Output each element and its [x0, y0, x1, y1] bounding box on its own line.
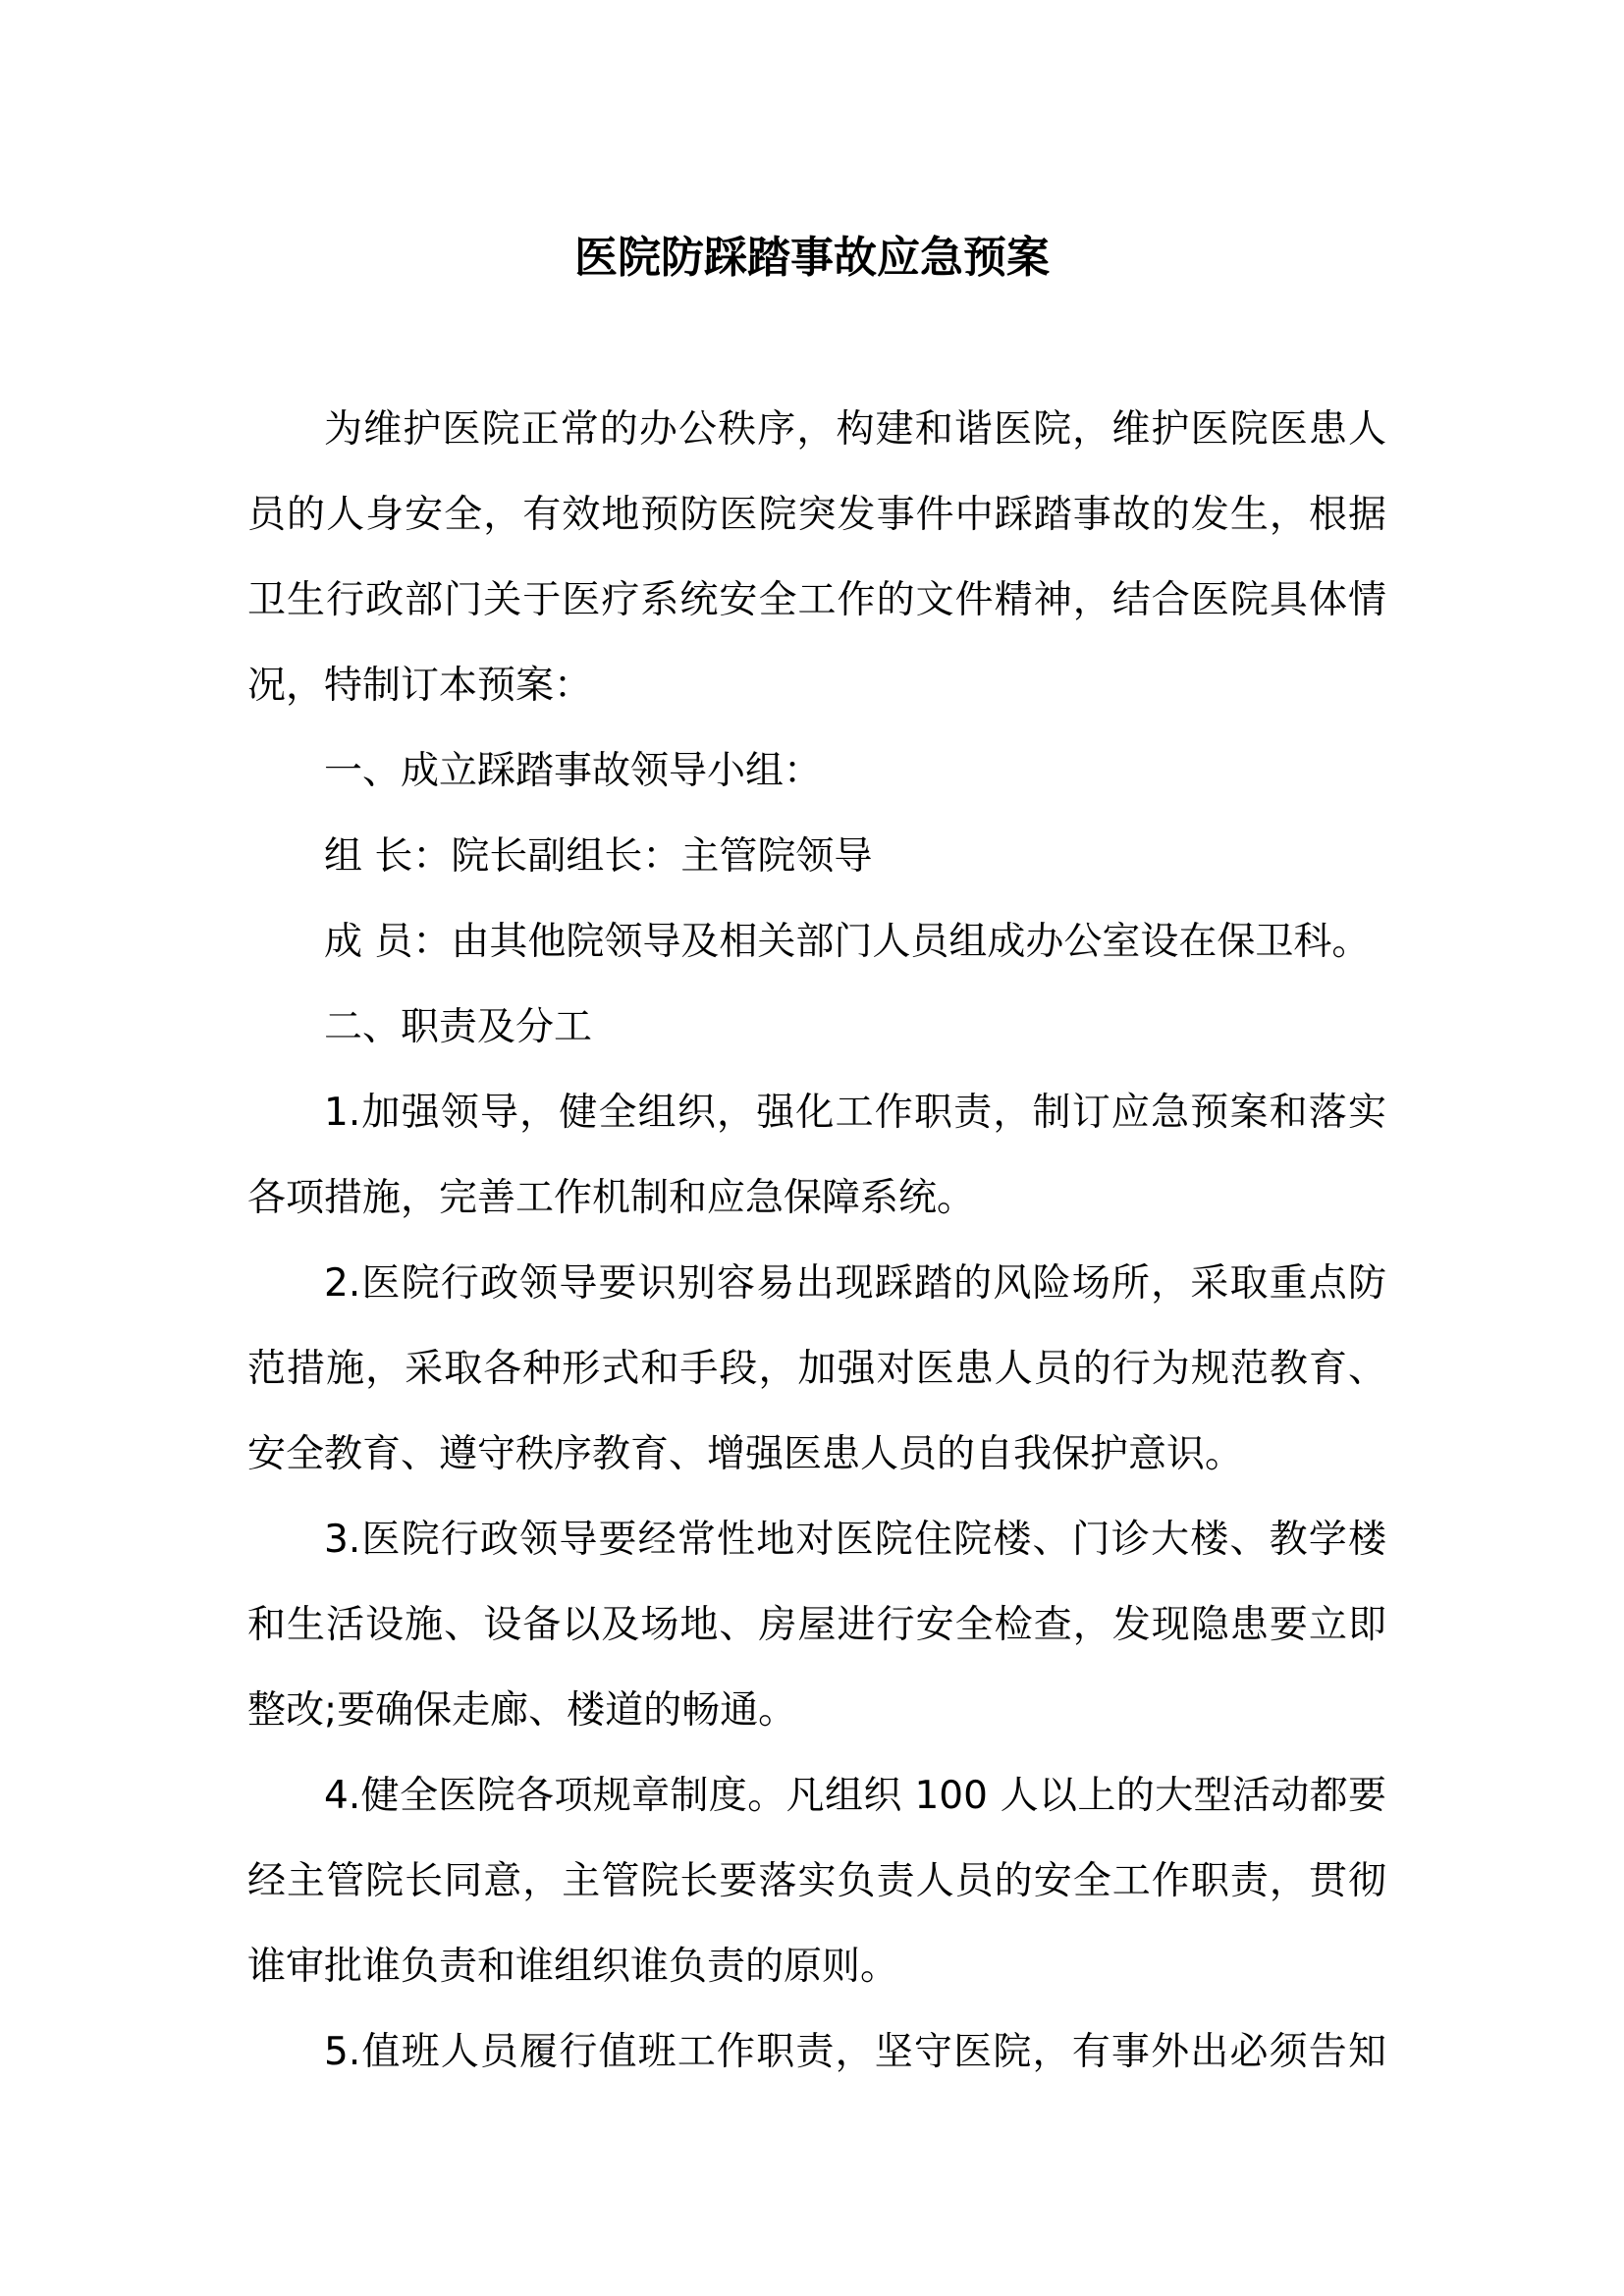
text-line: 为维护医院正常的办公秩序，构建和谐医院，维护医院医患人	[324, 407, 1386, 452]
text-line: 1.加强领导，健全组织，强化工作职责，制订应急预案和落实	[324, 1091, 1386, 1135]
text-line: 安全教育、遵守秩序教育、增强医患人员的自我保护意识。	[247, 1432, 1244, 1476]
text-line: 经主管院长同意，主管院长要落实负责人员的安全工作职责，贯彻	[247, 1859, 1386, 1903]
text-line: 5.值班人员履行值班工作职责，坚守医院，有事外出必须告知	[324, 2030, 1386, 2074]
paragraph	[247, 985, 1386, 1070]
text-line: 各项措施，完善工作机制和应急保障系统。	[247, 1176, 976, 1220]
text-line: 员的人身安全，有效地预防医院突发事件中踩踏事故的发生，根据	[247, 493, 1386, 537]
text-line: 谁审批谁负责和谁组织谁负责的原则。	[247, 1945, 899, 1989]
paragraph	[247, 1753, 1386, 2009]
document-body	[247, 387, 1386, 2095]
paragraph	[247, 814, 1386, 899]
text-line: 和生活设施、设备以及场地、房屋进行安全检查，发现隐患要立即	[247, 1603, 1386, 1647]
paragraph	[247, 1070, 1386, 1241]
text-line: 范措施，采取各种形式和手段，加强对医患人员的行为规范教育、	[247, 1347, 1386, 1391]
paragraph	[247, 387, 1386, 728]
text-line: 一、成立踩踏事故领导小组：	[324, 749, 823, 793]
text-line: 卫生行政部门关于医疗系统安全工作的文件精神，结合医院具体情	[247, 578, 1386, 622]
text-line: 成 员：由其他院领导及相关部门人员组成办公室设在保卫科。	[324, 920, 1371, 964]
paragraph	[247, 899, 1386, 985]
text-line: 2.医院行政领导要识别容易出现踩踏的风险场所，采取重点防	[324, 1261, 1386, 1306]
document-title: 医院防踩踏事故应急预案	[574, 233, 1050, 283]
text-line: 整改;要确保走廊、楼道的畅通。	[247, 1688, 797, 1733]
text-line: 二、职责及分工	[324, 1005, 593, 1049]
paragraph	[247, 728, 1386, 814]
text-line: 3.医院行政领导要经常性地对医院住院楼、门诊大楼、教学楼	[324, 1518, 1386, 1562]
paragraph	[247, 2009, 1386, 2095]
text-line: 组 长：院长副组长：主管院领导	[324, 834, 873, 879]
text-line: 4.健全医院各项规章制度。凡组织 100 人以上的大型活动都要	[324, 1774, 1386, 1818]
text-line: 况，特制订本预案：	[247, 664, 593, 708]
paragraph	[247, 1241, 1386, 1497]
paragraph	[247, 1497, 1386, 1753]
